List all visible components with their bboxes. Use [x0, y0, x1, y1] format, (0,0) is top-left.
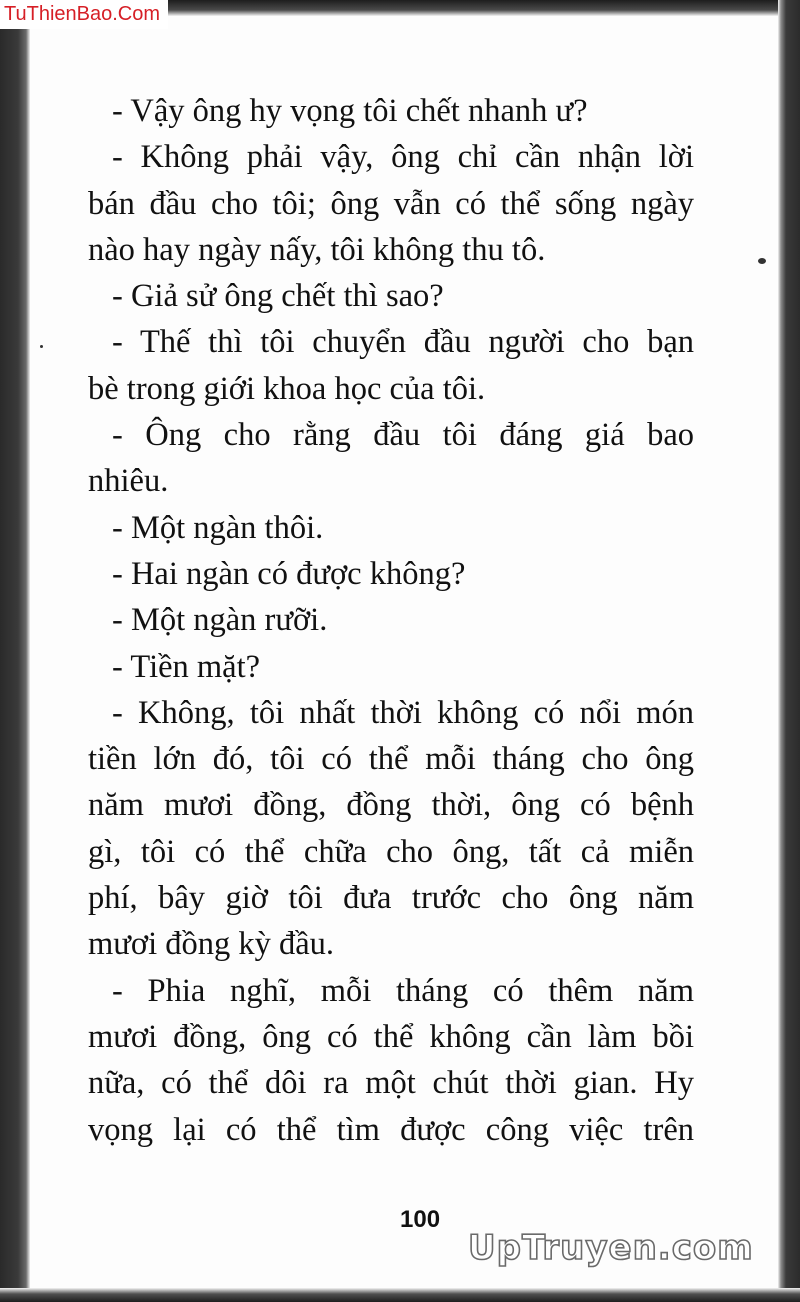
text-line: nữa, có thể dôi ra một chút thời gian. Hy: [88, 1065, 694, 1102]
text-line: - Phia nghĩ, mỗi tháng có thêm năm: [112, 972, 694, 1009]
site-watermark-bottom: UpTruyen.com: [468, 1228, 754, 1268]
text-line: - Thế thì tôi chuyển đầu người cho bạn: [112, 324, 694, 361]
text-line: - Giả sử ông chết thì sao?: [112, 278, 444, 315]
site-watermark-top: TuThienBao.Com: [0, 0, 168, 29]
text-line: - Một ngàn thôi.: [112, 509, 324, 546]
page-text: [88, 88, 694, 1153]
text-line: nhiêu.: [88, 463, 169, 500]
text-line: - Không, tôi nhất thời không có nổi món: [112, 694, 694, 731]
text-line: bè trong giới khoa học của tôi.: [88, 370, 486, 407]
text-line: mươi đồng kỳ đầu.: [88, 926, 335, 963]
text-line: phí, bây giờ tôi đưa trước cho ông năm: [88, 880, 694, 917]
text-line: - Một ngàn rưỡi.: [112, 602, 328, 639]
scan-speck: [40, 345, 43, 348]
text-line: nào hay ngày nấy, tôi không thu tô.: [88, 231, 546, 268]
text-line: vọng lại có thể tìm được công việc trên: [88, 1111, 694, 1148]
scan-border-right: [778, 0, 800, 1302]
scan-border-bottom: [0, 1288, 800, 1302]
text-line: mươi đồng, ông có thể không cần làm bồi: [88, 1018, 694, 1055]
text-line: - Tiền mặt?: [112, 648, 261, 685]
text-line: tiền lớn đó, tôi có thể mỗi tháng cho ông: [88, 741, 694, 778]
text-line: gì, tôi có thể chữa cho ông, tất cả miễn: [88, 833, 694, 870]
scan-border-left: [0, 0, 30, 1302]
text-line: - Ông cho rằng đầu tôi đáng giá bao: [112, 417, 694, 454]
text-line: bán đầu cho tôi; ông vẫn có thể sống ngày: [88, 185, 694, 222]
page-number: 100: [400, 1206, 441, 1233]
text-line: năm mươi đồng, đồng thời, ông có bệnh: [88, 787, 694, 824]
text-line: - Hai ngàn có được không?: [112, 555, 466, 592]
text-line: - Vậy ông hy vọng tôi chết nhanh ư?: [112, 93, 588, 129]
text-line: - Không phải vậy, ông chỉ cần nhận lời: [112, 139, 694, 176]
scan-speck: [758, 258, 766, 264]
